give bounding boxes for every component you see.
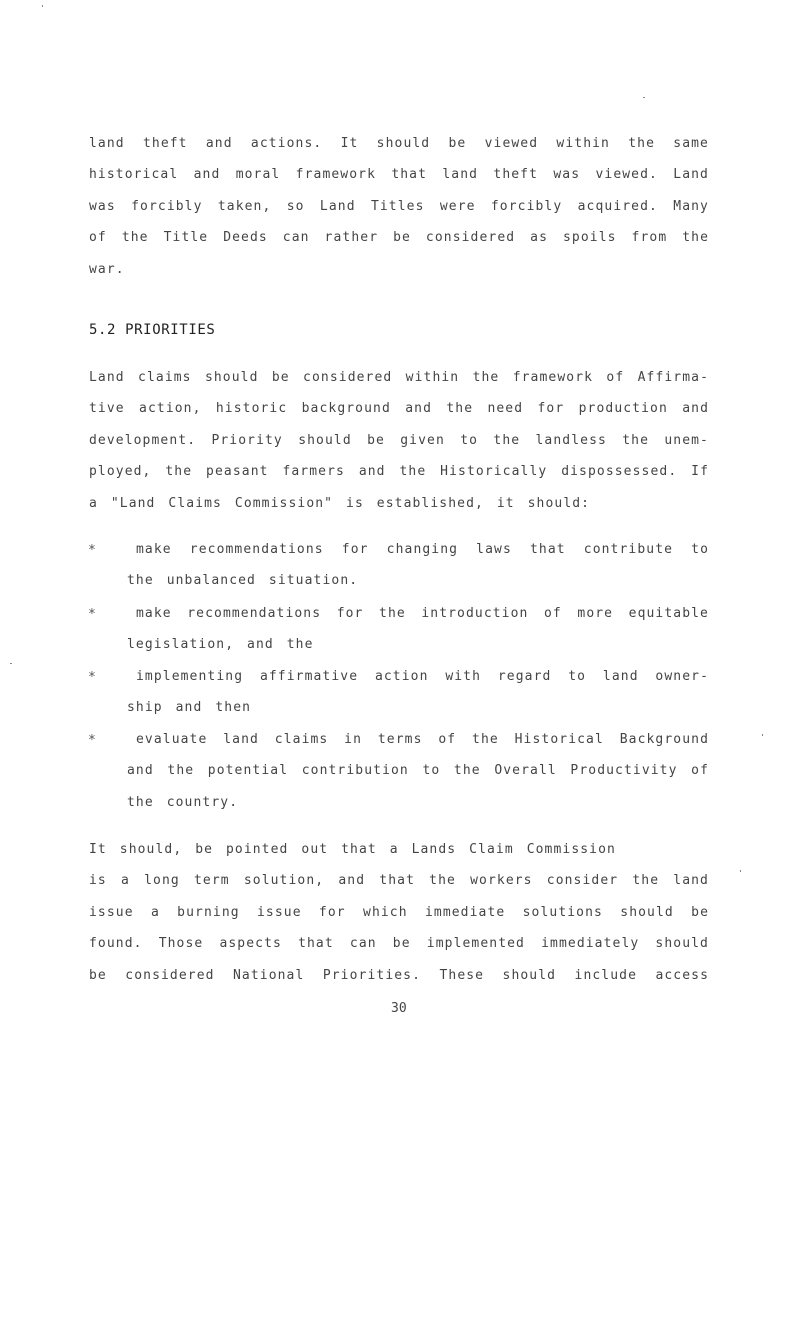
text-line: ship and then [127, 700, 252, 715]
text-line: and the potential contribution to the Overall Productivity of [127, 763, 709, 778]
page-number: 30 [391, 1001, 407, 1016]
text-line: development. Priority should be given to the landless the unem- [89, 433, 709, 448]
bullet-icon: * [88, 733, 96, 748]
text-line: of the Title Deeds can rather be considered as spoils from the [89, 230, 709, 245]
scan-mark [740, 870, 741, 872]
text-line: found. Those aspects that can be implemented immediately should [89, 936, 709, 951]
scan-mark [10, 663, 12, 664]
text-line: war. [89, 262, 125, 277]
section-heading: 5.2 PRIORITIES [89, 322, 216, 338]
scan-mark [643, 97, 645, 98]
text-line: the unbalanced situation. [127, 573, 359, 588]
text-line: It should, be pointed out that a Lands Claim Commission [89, 842, 616, 857]
text-line: a "Land Claims Commission" is established, it should: [89, 496, 591, 511]
text-line: tive action, historic background and the need for production and [89, 401, 709, 416]
text-line: issue a burning issue for which immediate solutions should be [89, 905, 709, 920]
text-line: be considered National Priorities. These should include access [89, 968, 709, 983]
text-line: evaluate land claims in terms of the Historical Background [136, 732, 709, 747]
text-line: make recommendations for the introduction of more equitable [136, 606, 709, 621]
text-line: ployed, the peasant farmers and the Historically dispossessed. If [89, 464, 709, 479]
text-line: the country. [127, 795, 239, 810]
text-line: Land claims should be considered within the framework of Affirma- [89, 370, 709, 385]
bullet-icon: * [88, 670, 96, 685]
text-line: implementing affirmative action with regard to land owner- [136, 669, 709, 684]
text-line: was forcibly taken, so Land Titles were forcibly acquired. Many [89, 199, 709, 214]
text-line: land theft and actions. It should be viewed within the same [89, 136, 709, 151]
scan-mark [762, 734, 763, 736]
text-line: is a long term solution, and that the workers consider the land [89, 873, 709, 888]
text-line: historical and moral framework that land theft was viewed. Land [89, 167, 709, 182]
text-line: legislation, and the [127, 637, 314, 652]
bullet-icon: * [88, 607, 96, 622]
bullet-icon: * [88, 543, 96, 558]
text-line: make recommendations for changing laws that contribute to [136, 542, 709, 557]
scan-mark [42, 5, 43, 7]
